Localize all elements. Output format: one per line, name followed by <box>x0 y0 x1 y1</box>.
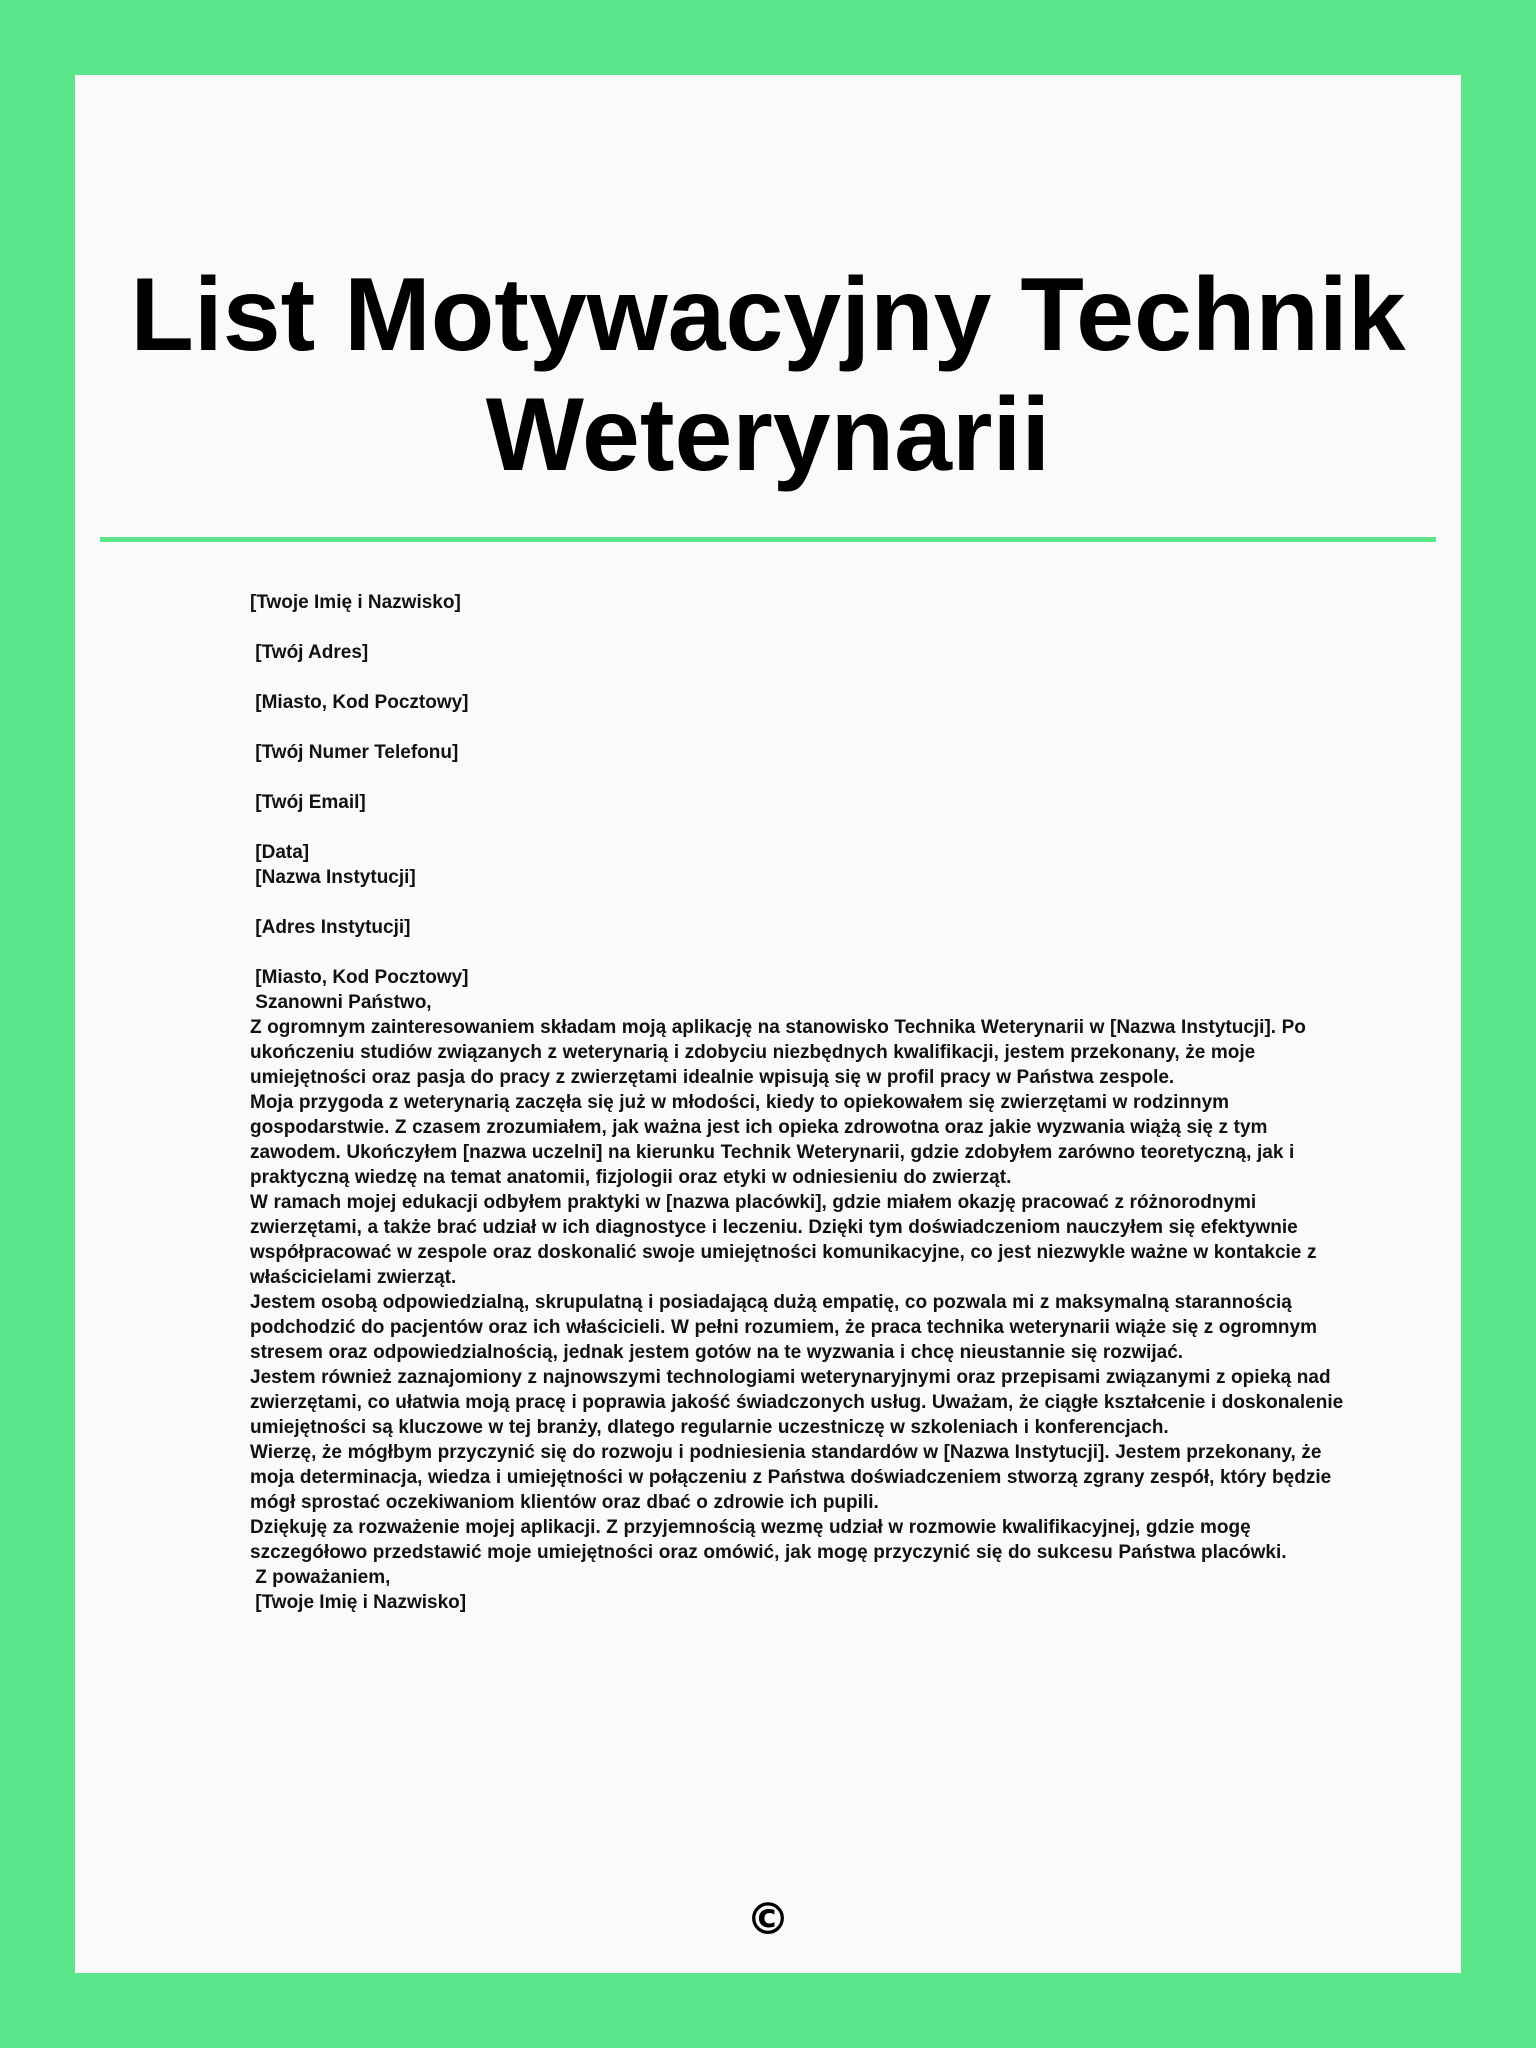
spacer <box>250 890 1350 915</box>
title-divider <box>100 537 1436 542</box>
copyright-icon: © <box>746 1894 790 1945</box>
sender-phone: [Twój Numer Telefonu] <box>250 742 459 763</box>
sender-name: [Twoje Imię i Nazwisko] <box>250 592 461 613</box>
paragraph-contribution: Wierzę, że mógłbym przyczynić się do rozwoju i podniesienia standardów w [Nazwa Instytucji]. Jestem przekonany, że moja determinacja, wiedza i umiejętności w połączeniu z Państwa doświadczeniem stworzą zgrany zespół, który będzie mógł sprostać oczekiwaniom klientów oraz dbać o zdrowie ich pupili. <box>250 1442 1332 1513</box>
recipient-institution: [Nazwa Instytucji] <box>250 867 416 888</box>
paragraph-personality: Jestem osobą odpowiedzialną, skrupulatną i posiadającą dużą empatię, co pozwala mi z maksymalną starannością podchodzić do pacjentów oraz ich właścicieli. W pełni rozumiem, że praca technika weterynarii wiąże się z ogromnym stresem oraz odpowiedzialnością, jednak jestem gotów na te wyzwania i chcę nieustannie się rozwijać. <box>250 1292 1317 1363</box>
paragraph-intro: Z ogromnym zainteresowaniem składam moją aplikację na stanowisko Technika Weterynarii w [Nazwa Instytucji]. Po ukończeniu studiów związanych z weterynarią i zdobyciu niezbędnych kwalifikacji, jestem przekonany, że moje umiejętności oraz pasja do pracy z zwierzętami idealnie wpisują się w profil pracy w Państwa zespole. <box>250 1017 1306 1088</box>
spacer <box>250 765 1350 790</box>
paragraph-technology: Jestem również zaznajomiony z najnowszymi technologiami weterynaryjnymi oraz przepisami związanymi z opieką nad zwierzętami, co ułatwia moją pracę i poprawia jakość świadczonych usług. Uważam, że ciągłe kształcenie i doskonalenie umiejętności są kluczowe w tej branży, dlatego regularnie uczestniczę w szkoleniach i konferencjach. <box>250 1367 1344 1438</box>
document-title <box>75 255 1461 495</box>
letter-date: [Data] <box>250 842 310 863</box>
document-title-line-1: List Motywacyjny Technik <box>130 257 1406 373</box>
sender-email: [Twój Email] <box>250 792 366 813</box>
paragraph-thanks: Dziękuję za rozważenie mojej aplikacji. Z przyjemnością wezmę udział w rozmowie kwalifikacyjnej, gdzie mogę szczegółowo przedstawić moje umiejętności oraz omówić, jak mogę przyczynić się do sukcesu Państwa placówki. <box>250 1517 1287 1563</box>
spacer <box>250 815 1350 840</box>
document-page <box>75 75 1461 1973</box>
salutation: Szanowni Państwo, <box>250 992 432 1013</box>
paragraph-practice: W ramach mojej edukacji odbyłem praktyki w [nazwa placówki], gdzie miałem okazję pracować z różnorodnymi zwierzętami, a także brać udział w ich diagnostyce i leczeniu. Dzięki tym doświadczeniom nauczyłem się efektywnie współpracować w zespole oraz doskonalić swoje umiejętności komunikacyjne, co jest niezwykle ważne w kontakcie z właścicielami zwierząt. <box>250 1192 1317 1288</box>
recipient-city: [Miasto, Kod Pocztowy] <box>250 967 469 988</box>
paragraph-background: Moja przygoda z weterynarią zaczęła się już w młodości, kiedy to opiekowałem się zwierzętami w rodzinnym gospodarstwie. Z czasem zrozumiałem, jak ważna jest ich opieka zdrowotna oraz jakie wyzwania wiążą się z tym zawodem. Ukończyłem [nazwa uczelni] na kierunku Technik Weterynarii, gdzie zdobyłem zarówno teoretyczną, jak i praktyczną wiedzę na temat anatomii, fizjologii oraz etyki w odniesieniu do zwierząt. <box>250 1092 1295 1188</box>
document-title-line-2: Weterynarii <box>485 377 1051 493</box>
spacer <box>250 615 1350 640</box>
signature: [Twoje Imię i Nazwisko] <box>250 1592 467 1613</box>
letter-body <box>250 590 1350 1615</box>
spacer <box>250 715 1350 740</box>
spacer <box>250 940 1350 965</box>
sender-city: [Miasto, Kod Pocztowy] <box>250 692 469 713</box>
sender-address: [Twój Adres] <box>250 642 369 663</box>
recipient-address: [Adres Instytucji] <box>250 917 411 938</box>
spacer <box>250 665 1350 690</box>
closing: Z poważaniem, <box>250 1567 391 1588</box>
